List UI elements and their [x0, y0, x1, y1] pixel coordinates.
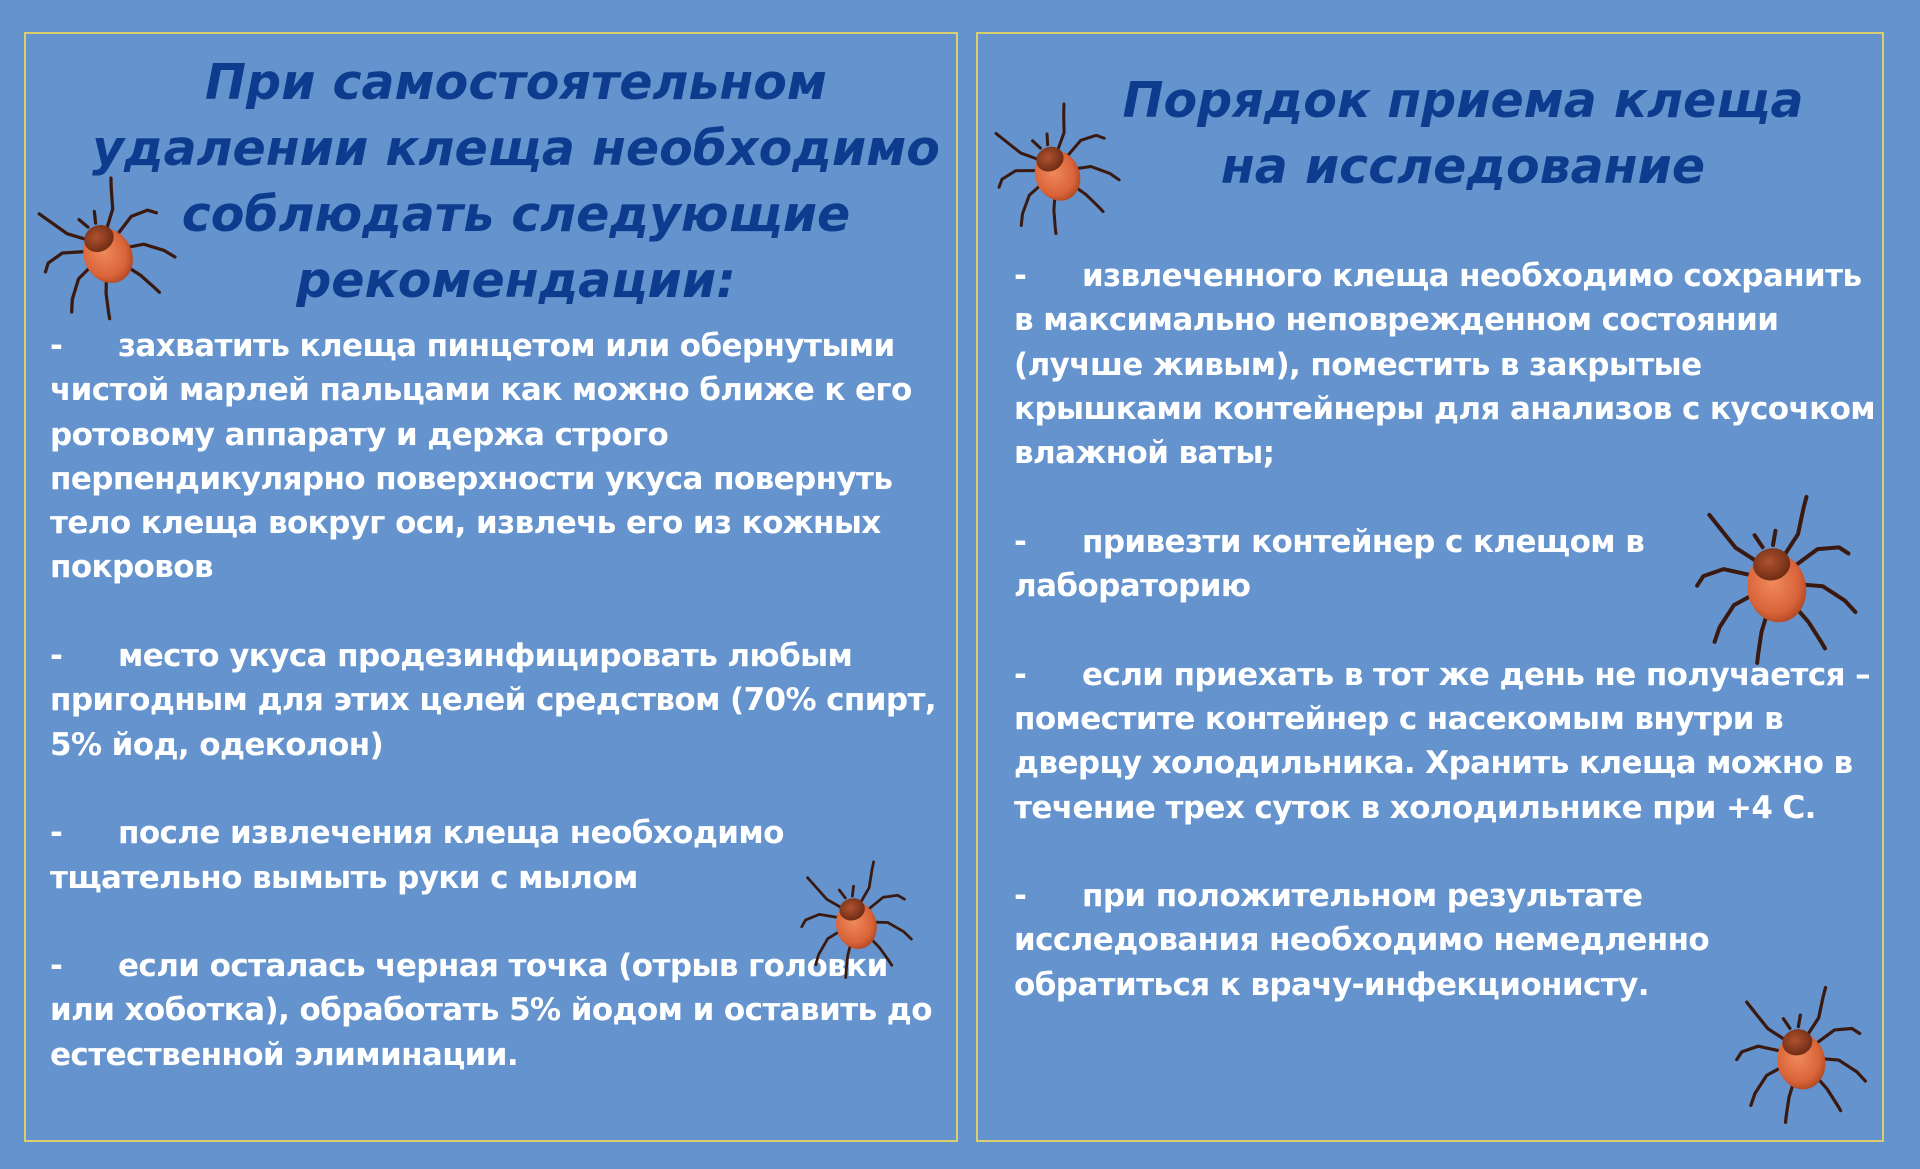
list-item: [50, 634, 950, 767]
list-item-text: после извлечения клеща необходимо тщательно вымыть руки с мылом: [50, 815, 784, 896]
left-recommendations-list: [50, 324, 950, 1121]
bullet-dash: -: [1014, 878, 1027, 915]
bullet-dash: -: [1014, 656, 1027, 693]
list-item-text: при положительном результате исследования необходимо немедленно обратиться к врачу-инфекционисту.: [1014, 878, 1710, 1003]
left-panel-title: При самостоятельном удалении клеща необходимо соблюдать следующие рекомендации:: [92, 54, 940, 309]
bullet-dash: -: [50, 638, 63, 675]
bullet-dash: -: [50, 815, 63, 852]
tick-icon: [1680, 485, 1870, 675]
right-panel-title: Порядок приема клеща на исследование: [1122, 72, 1804, 195]
bullet-dash: -: [1014, 523, 1027, 560]
bullet-dash: -: [50, 328, 63, 364]
list-item: [1014, 254, 1880, 475]
tick-icon: [1723, 978, 1877, 1132]
list-item: [50, 324, 950, 590]
bullet-dash: -: [50, 948, 63, 985]
list-item-text: извлеченного клеща необходимо сохранить в максимально неповрежденном состоянии (лучше живым), поместить в закрытые крышками контейнеры для анализов с кусочком влажной ваты;: [1014, 258, 1876, 472]
list-item-text: место укуса продезинфицировать любым пригодным для этих целей средством (70% спирт, 5% йод, одеколон): [50, 638, 937, 763]
list-item: [1014, 653, 1880, 830]
list-item-text: захватить клеща пинцетом или обернутыми чистой марлей пальцами как можно ближе к его ротовому аппарату и держа строго перпендикулярно поверхности укуса повернуть тело клеща вокруг оси, извлечь его из кожных покровов: [50, 328, 912, 586]
list-item-text: привезти контейнер с клещом в лабораторию: [1014, 523, 1645, 605]
bullet-dash: -: [1014, 258, 1027, 294]
list-item-text: если приехать в тот же день не получается – поместите контейнер с насекомым внутри в дверцу холодильника. Хранить клеща можно в течение трех суток в холодильнике при +4 С.: [1014, 656, 1871, 826]
list-item-text: если осталась черная точка (отрыв головки или хоботка), обработать 5% йодом и оставить до естественной элиминации.: [50, 948, 932, 1073]
list-item: [1014, 874, 1880, 1007]
